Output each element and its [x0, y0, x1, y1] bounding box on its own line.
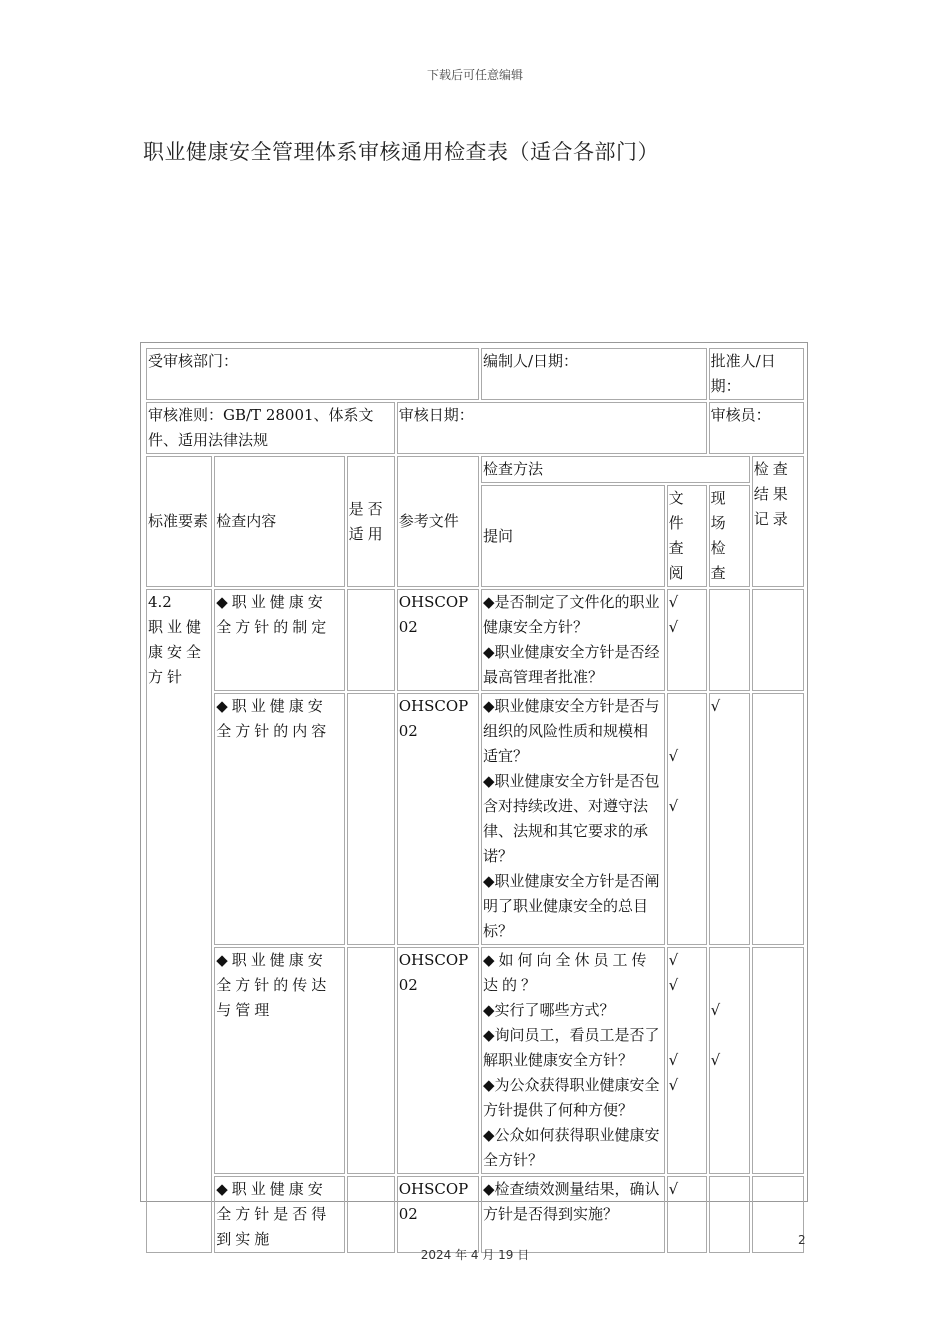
result-record — [752, 589, 804, 691]
item-reference: OHSCOP02 — [397, 589, 479, 691]
site-check-marks — [709, 693, 750, 945]
question-text: ◆职业健康安全方针是否经最高管理者批准？ — [483, 643, 660, 686]
question-text: ◆公众如何获得职业健康安全方针？ — [483, 1126, 660, 1169]
check-mark: √ — [710, 697, 721, 715]
question-text: ◆是否制定了文件化的职业健康安全方针？ — [483, 593, 660, 636]
check-mark: √ — [668, 618, 679, 636]
item-content: ◆职业健康安全方针的制定 — [214, 589, 344, 691]
check-mark: √ — [668, 1076, 679, 1094]
col-header-site-check: 现场检查 — [709, 485, 750, 587]
check-mark: √ — [668, 951, 679, 969]
item-reference: OHSCOP02 — [397, 1176, 479, 1253]
question-text: ◆职业健康安全方针是否阐明了职业健康安全的总目标？ — [483, 872, 660, 940]
element-cell — [146, 589, 212, 1253]
audit-date-cell: 审核日期： — [397, 402, 707, 454]
site-check-marks — [709, 1176, 750, 1253]
check-mark — [669, 694, 705, 719]
item-content: ◆职业健康安全方针是否得到实施 — [214, 1176, 344, 1253]
col-header-question: 提问 — [481, 485, 665, 587]
doc-review-checks — [667, 589, 707, 691]
result-record — [752, 1176, 804, 1253]
check-mark: √ — [668, 593, 679, 611]
question-text: ◆如何向全休员工传达的？ — [483, 951, 651, 994]
col-header-method: 检查方法 — [481, 456, 750, 483]
question-text: ◆职业健康安全方针是否与组织的风险性质和规模相适宜？ — [483, 697, 660, 765]
item-content: ◆职业健康安全方针的传达与管理 — [214, 947, 344, 1174]
check-mark: √ — [668, 1051, 679, 1069]
result-record — [752, 947, 804, 1174]
check-mark — [669, 1023, 705, 1048]
item-questions — [481, 947, 665, 1174]
item-reference: OHSCOP02 — [397, 947, 479, 1174]
item-applicable — [347, 589, 395, 691]
doc-review-checks — [667, 947, 707, 1174]
question-text: ◆询问员工，看员工是否了解职业健康安全方针？ — [483, 1026, 660, 1069]
page-number: 2 — [798, 1233, 806, 1247]
col-header-result: 检查结果记录 — [752, 456, 804, 587]
auditor-cell: 审核员： — [709, 402, 804, 454]
check-mark: √ — [668, 797, 679, 815]
item-content: ◆职业健康安全方针的内容 — [214, 693, 344, 945]
col-header-reference: 参考文件 — [397, 456, 479, 587]
item-applicable — [347, 947, 395, 1174]
dept-cell: 受审核部门： — [146, 348, 479, 400]
item-questions — [481, 1176, 665, 1253]
check-mark: √ — [668, 976, 679, 994]
document-title: 职业健康安全管理体系审核通用检查表（适合各部门） — [143, 140, 659, 164]
col-header-doc-review: 文件查阅 — [667, 485, 707, 587]
item-questions — [481, 589, 665, 691]
result-record — [752, 693, 804, 945]
check-mark — [669, 769, 705, 794]
check-mark: √ — [710, 1051, 721, 1069]
audit-checklist-table — [144, 346, 806, 1255]
check-mark: √ — [668, 747, 679, 765]
question-text: ◆检查绩效测量结果，确认方针是否得到实施？ — [483, 1180, 660, 1223]
question-text: ◆职业健康安全方针是否包含对持续改进、对遵守法律、法规和其它要求的承诺？ — [483, 772, 660, 865]
check-mark — [669, 998, 705, 1023]
check-mark — [669, 719, 705, 744]
check-mark: √ — [710, 1001, 721, 1019]
header-note: 下载后可任意编辑 — [426, 68, 523, 82]
question-text: ◆为公众获得职业健康安全方针提供了何种方便？ — [483, 1076, 660, 1119]
element-name: 职业健康安全方针 — [148, 618, 206, 686]
item-applicable — [347, 693, 395, 945]
site-check-marks — [709, 947, 750, 1174]
item-applicable — [347, 1176, 395, 1253]
doc-review-checks — [667, 1176, 707, 1253]
footer-date: 2024 年 4 月 19 日 — [420, 1248, 530, 1262]
check-mark — [711, 973, 748, 998]
site-check-marks — [709, 589, 750, 691]
check-mark — [711, 1023, 748, 1048]
check-mark — [711, 948, 748, 973]
approver-cell: 批准人/日期： — [709, 348, 804, 400]
question-text: ◆实行了哪些方式？ — [483, 1001, 615, 1019]
criteria-cell: 审核准则：GB/T 28001、体系文件、适用法律法规 — [146, 402, 395, 454]
doc-review-checks — [667, 693, 707, 945]
col-header-content: 检查内容 — [214, 456, 344, 587]
col-header-element: 标准要素 — [146, 456, 212, 587]
editor-cell: 编制人/日期： — [481, 348, 707, 400]
item-questions — [481, 693, 665, 945]
item-reference: OHSCOP02 — [397, 693, 479, 945]
col-header-applicable: 是否适用 — [347, 456, 395, 587]
check-mark: √ — [668, 1180, 679, 1198]
element-code: 4.2 — [148, 593, 172, 611]
